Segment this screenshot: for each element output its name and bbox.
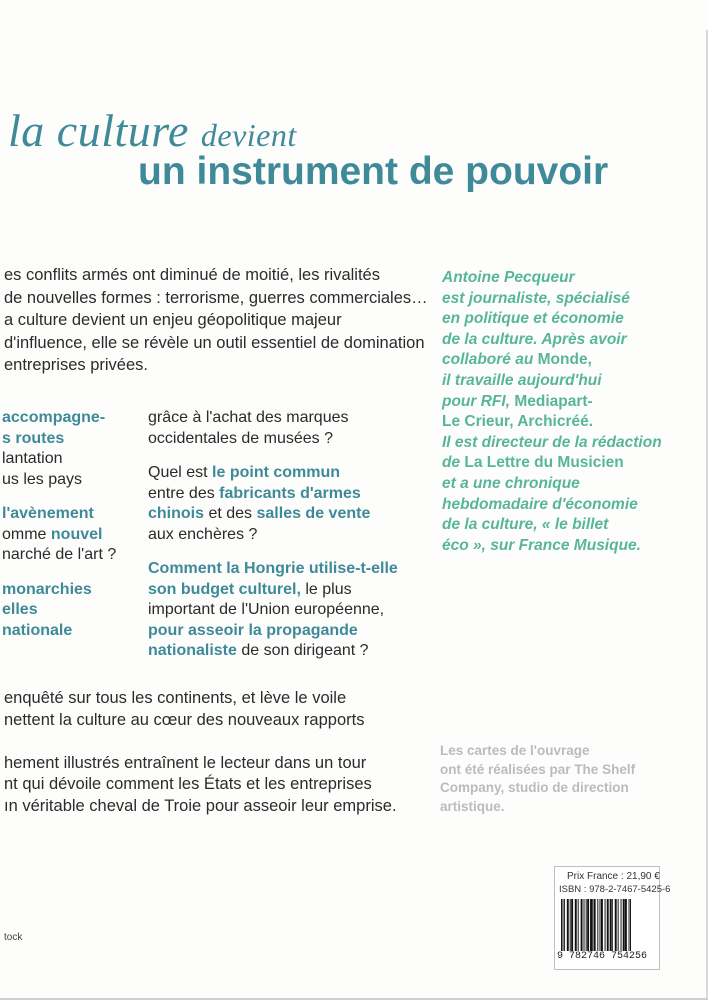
intro-paragraph <box>4 264 428 377</box>
barcode-bar <box>584 899 585 951</box>
ean-number: 9 782746 754256 <box>557 951 648 962</box>
maps-credit <box>440 742 635 816</box>
bio-line <box>442 495 662 516</box>
bio-text: il travaille aujourd'hui <box>442 371 602 389</box>
question-line <box>148 580 398 601</box>
body-text: et des <box>204 505 257 522</box>
question-line <box>2 429 116 450</box>
publication-name: Mediapart- <box>514 392 593 410</box>
question-line <box>148 408 398 429</box>
bio-text: pour RFI, <box>442 392 515 410</box>
publication-name: Le Crieur, Archicréé. <box>442 413 594 431</box>
barcode-bar <box>612 899 613 951</box>
body-text: us les pays <box>2 470 83 488</box>
barcode-bar <box>575 899 577 951</box>
barcode-bar <box>587 899 589 951</box>
question-line <box>148 621 398 642</box>
highlight-text: s routes <box>2 429 65 447</box>
closing-line: ın véritable cheval de Troie pour asseoir leur emprise. <box>4 796 397 815</box>
price-barcode-box <box>554 866 671 970</box>
barcode-bar <box>629 899 630 951</box>
barcode-bar <box>567 899 569 951</box>
barcode-bar <box>581 899 583 951</box>
bio-line <box>442 350 662 371</box>
bio-line <box>442 536 662 557</box>
barcode-bar <box>630 899 631 951</box>
closing-line: nt qui dévoile comment les États et les entreprises <box>4 775 372 794</box>
bio-text: hebdomadaire d'économie <box>442 495 638 513</box>
question-line <box>2 621 116 642</box>
bio-text: collaboré au <box>442 351 538 369</box>
highlight-text: nouvel <box>50 525 103 543</box>
bio-text: et a une chronique <box>442 474 580 492</box>
question-line <box>2 408 116 429</box>
barcode-bar <box>623 899 625 951</box>
highlight-text: chinois <box>148 505 205 522</box>
bio-line <box>442 268 662 289</box>
title-part-a: la culture <box>8 105 189 156</box>
intro-line: de nouvelles formes : terrorisme, guerres commerciales… <box>4 288 428 307</box>
intro-line: d'influence, elle se révèle un outil essentiel de domination <box>4 333 425 352</box>
question-line <box>2 600 116 621</box>
bio-text: de la culture, « le billet <box>442 516 609 534</box>
closing-line: nettent la culture au cœur des nouveaux rapports <box>4 710 365 729</box>
question-line <box>148 463 398 484</box>
bio-line <box>442 330 662 351</box>
question-line <box>148 641 398 662</box>
barcode-bar <box>594 899 596 951</box>
bio-line <box>442 453 662 474</box>
closing-line <box>4 731 397 753</box>
question-line <box>148 600 398 621</box>
body-text: entre des <box>148 484 220 502</box>
intro-line: a culture devient un enjeu géopolitique majeur <box>4 311 342 330</box>
title-line-2: un instrument de pouvoir <box>138 150 609 193</box>
credit-line: Les cartes de l'ouvrage <box>440 743 590 758</box>
question-line <box>148 504 398 525</box>
body-text: Quel est <box>148 464 213 481</box>
closing-line: hement illustrés entraînent le lecteur dans un tour <box>4 753 367 772</box>
questions-column-right <box>148 408 398 662</box>
question-line <box>148 484 398 505</box>
highlight-text: Comment la Hongrie utilise-t-elle <box>148 560 398 577</box>
question-line <box>2 580 116 601</box>
body-text: aux enchères ? <box>148 525 258 543</box>
highlight-text: pour asseoir la propagande <box>148 621 358 639</box>
bio-line <box>442 515 662 536</box>
highlight-text: fabricants d'armes <box>219 484 361 502</box>
highlight-text: accompagne- <box>2 409 106 426</box>
credit-line: ont été réalisées par The Shelf <box>440 761 636 777</box>
question-line <box>148 559 398 580</box>
barcode-bar <box>605 899 606 951</box>
barcode-bar <box>615 899 617 951</box>
question-line <box>2 504 116 525</box>
bio-text: est journaliste, spécialisé <box>442 289 630 307</box>
bio-text: éco », sur France Musique. <box>442 536 641 554</box>
publisher-name: tock <box>4 932 23 943</box>
question-line <box>2 545 116 566</box>
barcode-bar <box>561 899 562 951</box>
barcode-bar <box>599 899 600 951</box>
barcode <box>561 899 653 951</box>
question-line <box>148 525 398 546</box>
bio-text: Antoine Pecqueur <box>442 269 575 286</box>
barcode-bar <box>571 899 573 951</box>
barcode-bar <box>592 899 593 951</box>
barcode-bar <box>601 899 603 951</box>
closing-line: enquêté sur tous les continents, et lève le voile <box>4 689 347 707</box>
spacer <box>2 566 116 580</box>
body-text: lantation <box>2 450 63 467</box>
question-line <box>2 470 116 491</box>
barcode-bar <box>597 899 598 951</box>
body-text: occidentales de musées ? <box>148 429 333 447</box>
spacer <box>2 490 116 504</box>
barcode-bar <box>562 899 563 951</box>
body-text: narché de l'art ? <box>2 546 117 563</box>
barcode-bar <box>570 899 571 951</box>
bio-line <box>442 289 662 310</box>
barcode-bar <box>586 899 587 951</box>
highlight-text: monarchies <box>2 580 92 598</box>
closing-paragraph <box>4 688 397 818</box>
bio-line <box>442 412 662 433</box>
intro-line: es conflits armés ont diminué de moitié, les rivalités <box>4 266 380 284</box>
spacer <box>148 545 398 559</box>
bio-line <box>442 309 662 330</box>
highlight-text: nationaliste <box>148 642 237 659</box>
question-line <box>148 429 398 450</box>
body-text: de son dirigeant ? <box>236 642 369 659</box>
bio-line <box>442 371 662 392</box>
bio-text: en politique et économie <box>442 310 624 328</box>
price-label: Prix France : 21,90 € <box>567 871 660 882</box>
title-part-b: devient <box>200 117 297 153</box>
barcode-bar <box>578 899 579 951</box>
credit-line: Company, studio de direction <box>440 780 629 796</box>
barcode-bar <box>610 899 612 951</box>
questions-column-left <box>2 408 116 641</box>
question-line <box>2 525 116 546</box>
bio-line <box>442 392 662 413</box>
author-bio <box>442 268 662 556</box>
bio-line <box>442 433 662 454</box>
question-line <box>2 449 116 470</box>
highlight-text: salles de vente <box>256 505 371 522</box>
bio-text: Il est directeur de la rédaction <box>442 433 662 451</box>
body-text: omme <box>2 525 51 543</box>
spacer <box>148 449 398 463</box>
highlight-text: le point commun <box>212 464 341 481</box>
barcode-bar <box>590 899 592 951</box>
barcode-bar <box>607 899 609 951</box>
bio-text: de la culture. Après avoir <box>442 330 627 348</box>
intro-line: entreprises privées. <box>4 356 148 375</box>
highlight-text: l'avènement <box>2 505 94 522</box>
barcode-bar <box>621 899 622 951</box>
body-text: important de l'Union européenne, <box>148 601 385 618</box>
highlight-text: elles <box>2 601 38 618</box>
barcode-bar <box>618 899 619 951</box>
publication-name: La Lettre du Musicien <box>464 454 624 472</box>
credit-line: artistique. <box>440 798 505 814</box>
bio-text: de <box>442 454 465 472</box>
highlight-text: nationale <box>2 621 73 639</box>
barcode-bar <box>625 899 627 951</box>
body-text: grâce à l'achat des marques <box>148 409 349 426</box>
body-text: le plus <box>300 580 352 598</box>
bio-line <box>442 474 662 495</box>
highlight-text: son budget culturel, <box>148 580 301 598</box>
publication-name: Monde, <box>537 351 592 369</box>
barcode-bar <box>564 899 565 951</box>
isbn-label: ISBN : 978-2-7467-5425-6 <box>559 884 671 895</box>
